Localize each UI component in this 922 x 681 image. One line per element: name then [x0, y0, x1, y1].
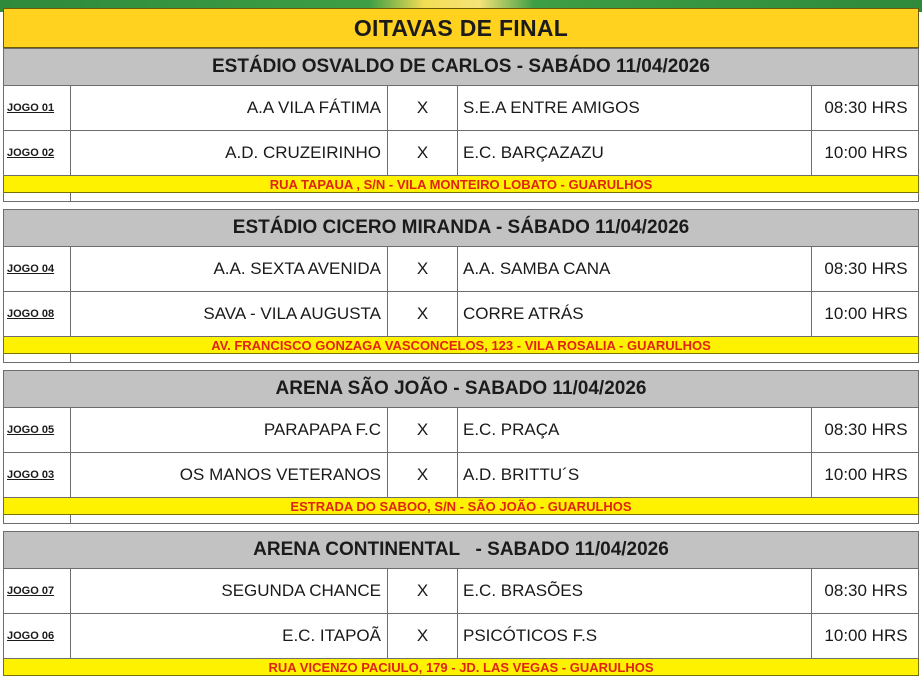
match-time: 10:00 HRS [824, 465, 908, 484]
match-row [3, 569, 919, 614]
away-team: A.A. SAMBA CANA [458, 247, 812, 291]
match-row [3, 247, 919, 292]
game-number: JOGO 02 [4, 131, 71, 175]
match-time: 08:30 HRS [824, 98, 908, 117]
venue-header: ARENA CONTINENTAL - SABADO 11/04/2026 [3, 531, 919, 569]
away-team: PSICÓTICOS F.S [458, 614, 812, 658]
versus-mark: X [388, 131, 458, 175]
game-number: JOGO 01 [4, 86, 71, 130]
home-team: PARAPAPA F.C [71, 408, 388, 452]
game-number: JOGO 07 [4, 569, 71, 613]
venue-address: AV. FRANCISCO GONZAGA VASCONCELOS, 123 - VILA ROSALIA - GUARULHOS [3, 337, 919, 354]
home-team: SEGUNDA CHANCE [71, 569, 388, 613]
versus-mark: X [388, 86, 458, 130]
versus-mark: X [388, 247, 458, 291]
match-time: 10:00 HRS [824, 143, 908, 162]
home-team: E.C. ITAPOÃ [71, 614, 388, 658]
home-team: A.A VILA FÁTIMA [71, 86, 388, 130]
game-number: JOGO 08 [4, 292, 71, 336]
match-row [3, 86, 919, 131]
match-time: 10:00 HRS [824, 626, 908, 645]
match-time: 08:30 HRS [824, 581, 908, 600]
away-team: A.D. BRITTU´S [458, 453, 812, 497]
match-row [3, 453, 919, 498]
venue-section [3, 209, 919, 363]
home-team: SAVA - VILA AUGUSTA [71, 292, 388, 336]
venue-header: ESTÁDIO OSVALDO DE CARLOS - SABÁDO 11/04/2026 [3, 48, 919, 86]
versus-mark: X [388, 453, 458, 497]
away-team: E.C. BRASÕES [458, 569, 812, 613]
match-row [3, 408, 919, 453]
match-time: 10:00 HRS [824, 304, 908, 323]
section-divider [3, 354, 919, 363]
venue-address: RUA VICENZO PACIULO, 179 - JD. LAS VEGAS - GUARULHOS [3, 659, 919, 676]
venue-section [3, 531, 919, 676]
home-team: A.D. CRUZEIRINHO [71, 131, 388, 175]
away-team: E.C. BARÇAZAZU [458, 131, 812, 175]
match-row [3, 614, 919, 659]
match-row [3, 292, 919, 337]
venue-header: ESTÁDIO CICERO MIRANDA - SÁBADO 11/04/2026 [3, 209, 919, 247]
venue-address: ESTRADA DO SABOO, S/N - SÃO JOÃO - GUARULHOS [3, 498, 919, 515]
game-number: JOGO 03 [4, 453, 71, 497]
venue-section [3, 48, 919, 202]
page-title: OITAVAS DE FINAL [3, 8, 919, 48]
venue-address: RUA TAPAUA , S/N - VILA MONTEIRO LOBATO - GUARULHOS [3, 176, 919, 193]
match-time: 08:30 HRS [824, 259, 908, 278]
match-row [3, 131, 919, 176]
away-team: E.C. PRAÇA [458, 408, 812, 452]
versus-mark: X [388, 292, 458, 336]
versus-mark: X [388, 408, 458, 452]
section-divider [3, 515, 919, 524]
game-number: JOGO 06 [4, 614, 71, 658]
game-number: JOGO 04 [4, 247, 71, 291]
section-divider [3, 193, 919, 202]
away-team: CORRE ATRÁS [458, 292, 812, 336]
away-team: S.E.A ENTRE AMIGOS [458, 86, 812, 130]
venue-header: ARENA SÃO JOÃO - SABADO 11/04/2026 [3, 370, 919, 408]
match-time: 08:30 HRS [824, 420, 908, 439]
game-number: JOGO 05 [4, 408, 71, 452]
home-team: OS MANOS VETERANOS [71, 453, 388, 497]
versus-mark: X [388, 569, 458, 613]
home-team: A.A. SEXTA AVENIDA [71, 247, 388, 291]
venue-section [3, 370, 919, 524]
versus-mark: X [388, 614, 458, 658]
